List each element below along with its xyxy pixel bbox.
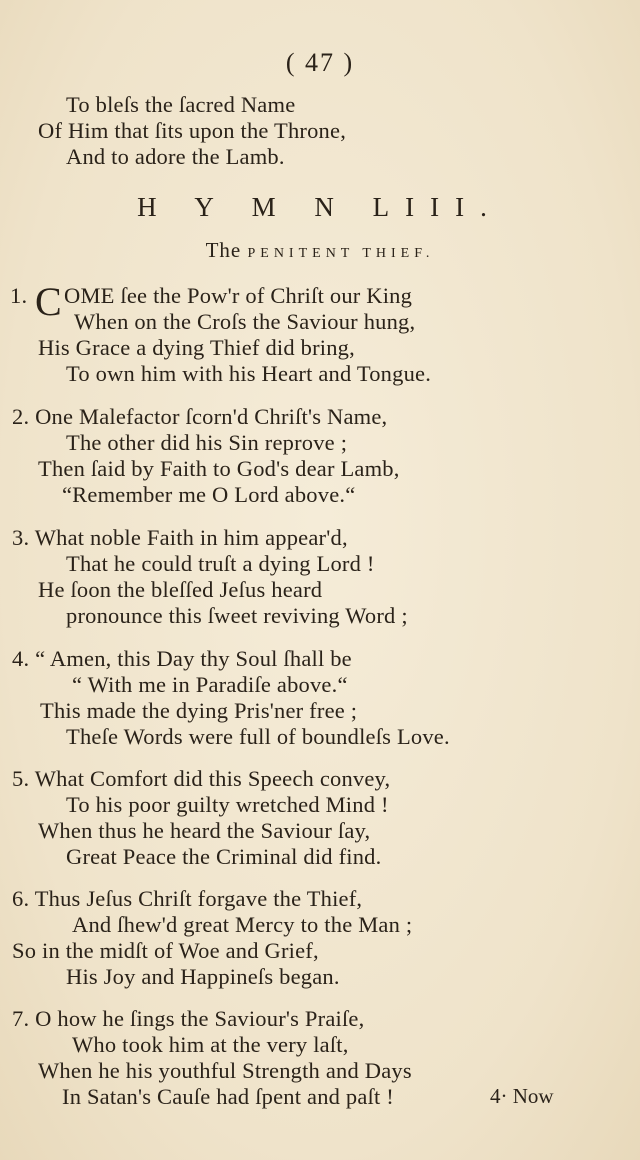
- stanza-2-line-4: “Remember me O Lord above.“: [62, 482, 356, 507]
- stanza-7-line-4: In Satan's Cauſe had ſpent and paſt !: [62, 1084, 394, 1109]
- stanza-4-line-1: 4. “ Amen, this Day thy Soul ſhall be: [12, 646, 352, 671]
- page-number: ( 47 ): [285, 48, 355, 77]
- stanza-1-line-4: To own him with his Heart and Tongue.: [66, 361, 432, 386]
- stanza-3-line-1: 3. What noble Faith in him appear'd,: [12, 525, 348, 550]
- stanza-4-line-4: Theſe Words were full of boundleſs Love.: [66, 724, 450, 749]
- stanza-1-number: 1.: [10, 283, 28, 308]
- stanza-3-line-4: pronounce this ſweet reviving Word ;: [66, 603, 408, 628]
- stanza-5-line-2: To his poor guilty wretched Mind !: [66, 792, 389, 817]
- stanza-5-line-1: 5. What Comfort did this Speech convey,: [12, 766, 391, 791]
- stanza-2-line-1: 2. One Malefactor ſcorn'd Chriſt's Name,: [12, 404, 388, 429]
- stanza-7-line-2: Who took him at the very laſt,: [72, 1032, 349, 1057]
- stanza-3-line-2: That he could truſt a dying Lord !: [66, 551, 375, 576]
- carryover-line-3: And to adore the Lamb.: [66, 144, 285, 169]
- stanza-7-line-3: When he his youthful Strength and Days: [38, 1058, 412, 1083]
- stanza-6-line-4: His Joy and Happineſs began.: [66, 964, 340, 989]
- stanza-4-line-3: This made the dying Pris'ner free ;: [40, 698, 358, 723]
- stanza-2-line-2: The other did his Sin reprove ;: [66, 430, 348, 455]
- hymn-title: H Y M N LIII.: [137, 192, 503, 222]
- hymn-subtitle: [0, 238, 640, 263]
- catchword: 4· Now: [490, 1084, 554, 1108]
- stanza-2-line-3: Then ſaid by Faith to God's dear Lamb,: [38, 456, 400, 481]
- stanza-3-line-3: He ſoon the bleſſed Jeſus heard: [38, 577, 323, 602]
- stanza-1-line-1: OME ſee the Pow'r of Chriſt our King: [64, 283, 413, 308]
- stanza-7-line-1: 7. O how he ſings the Saviour's Praiſe,: [12, 1006, 365, 1031]
- stanza-5-line-3: When thus he heard the Saviour ſay,: [38, 818, 371, 843]
- stanza-1-line-3: His Grace a dying Thief did bring,: [38, 335, 355, 360]
- subtitle-small-caps: PENITENT THIEF.: [247, 246, 435, 261]
- stanza-5-line-4: Great Peace the Criminal did find.: [66, 844, 382, 869]
- carryover-line-2: Of Him that ſits upon the Throne,: [38, 118, 347, 143]
- stanza-6-line-2: And ſhew'd great Mercy to the Man ;: [72, 912, 413, 937]
- carryover-line-1: To bleſs the ſacred Name: [66, 92, 296, 117]
- stanza-1-line-2: When on the Croſs the Saviour hung,: [74, 309, 416, 334]
- stanza-4-line-2: “ With me in Paradiſe above.“: [72, 672, 348, 697]
- subtitle-lead: The: [205, 238, 242, 262]
- stanza-6-line-1: 6. Thus Jeſus Chriſt forgave the Thief,: [12, 886, 363, 911]
- drop-cap: C: [35, 279, 62, 324]
- stanza-6-line-3: So in the midſt of Woe and Grief,: [12, 938, 319, 963]
